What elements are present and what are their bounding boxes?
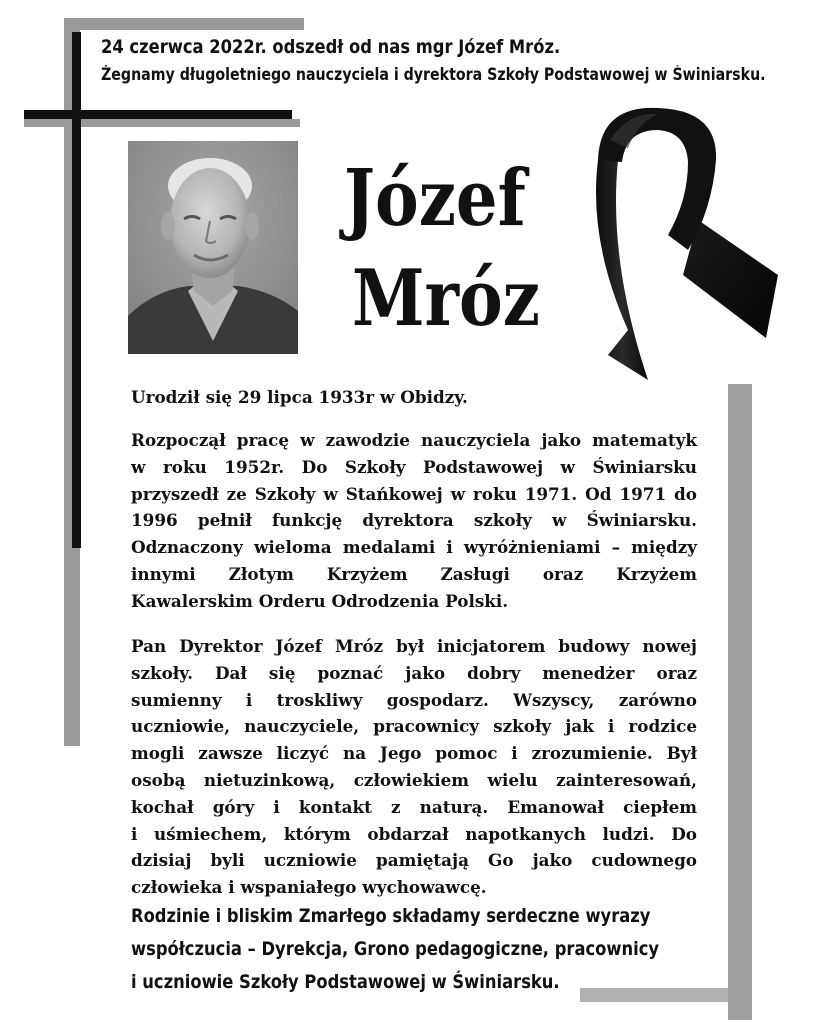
- biography-line: Kawalerskim Orderu Odrodzenia Polski.: [131, 590, 509, 611]
- condolences-line: i uczniowie Szkoły Podstawowej w Świniarsku.: [131, 971, 560, 993]
- frame-top-bar: [64, 18, 304, 30]
- biography-line: przyszedł ze Szkoły w Stańkowej w roku 1971. Od 1971 do: [131, 483, 697, 504]
- biography-line: 1996 pełnił funkcję dyrektora szkoły w Świniarsku.: [131, 510, 697, 531]
- cross-shadow: [24, 119, 300, 127]
- biography-line: Odznaczony wieloma medalami i wyróżnieniami – między: [131, 537, 697, 558]
- deceased-first-name: Józef: [344, 153, 526, 244]
- biography-line: innymi Złotym Krzyżem Zasługi oraz Krzyżem: [131, 563, 697, 584]
- biography-line: Rozpoczął pracę w zawodzie nauczyciela jako matematyk: [131, 430, 697, 450]
- condolences-line: Rodzinie i bliskim Zmarłego składamy serdeczne wyrazy: [131, 905, 651, 927]
- tribute-line: człowieka i wspaniałego wychowawcę.: [131, 877, 487, 898]
- tribute-line: i uśmiechem, którym obdarzał napotkanych ludzi. Do: [131, 823, 697, 844]
- birth-info: Urodził się 29 lipca 1933r w Obidzy.: [131, 387, 468, 407]
- biography-paragraph: [131, 427, 697, 615]
- tribute-paragraph: [131, 633, 697, 901]
- portrait-drawing: [128, 141, 298, 354]
- condolences-line: współczucia – Dyrekcja, Grono pedagogiczne, pracownicy: [131, 938, 660, 960]
- tribute-line: mogli zawsze liczyć na Jego pomoc i zrozumienie. Był: [131, 743, 697, 764]
- announcement-line: 24 czerwca 2022r. odszedł od nas mgr Józef Mróz.: [101, 36, 561, 58]
- farewell-line: Żegnamy długoletniego nauczyciela i dyrektora Szkoły Podstawowej w Świniarsku.: [101, 65, 766, 84]
- biography-line: w roku 1952r. Do Szkoły Podstawowej w Świniarsku: [131, 456, 697, 477]
- tribute-line: kochał góry i kontakt z naturą. Emanował ciepłem: [131, 796, 697, 817]
- cross-horizontal-beam: [24, 110, 292, 119]
- tribute-line: szkoły. Dał się poznać jako dobry menedżer oraz: [131, 662, 697, 683]
- tribute-line: osobą nietuzinkową, człowiekiem wielu zainteresowań,: [131, 769, 697, 790]
- tribute-line: sumienny i troskliwy gospodarz. Wszyscy, zarówno: [131, 689, 697, 710]
- frame-right-bar: [728, 384, 752, 1020]
- tribute-line: uczniowie, nauczyciele, pracownicy szkoły jak i rodzice: [131, 716, 697, 737]
- mourning-ribbon-icon: [588, 100, 788, 400]
- portrait-photo: [128, 141, 298, 354]
- tribute-line: dzisiaj byli uczniowie pamiętają Go jako cudownego: [131, 850, 697, 871]
- tribute-line: Pan Dyrektor Józef Mróz był inicjatorem budowy nowej: [131, 636, 697, 656]
- deceased-last-name: Mróz: [352, 253, 540, 344]
- condolences-block: [131, 900, 706, 999]
